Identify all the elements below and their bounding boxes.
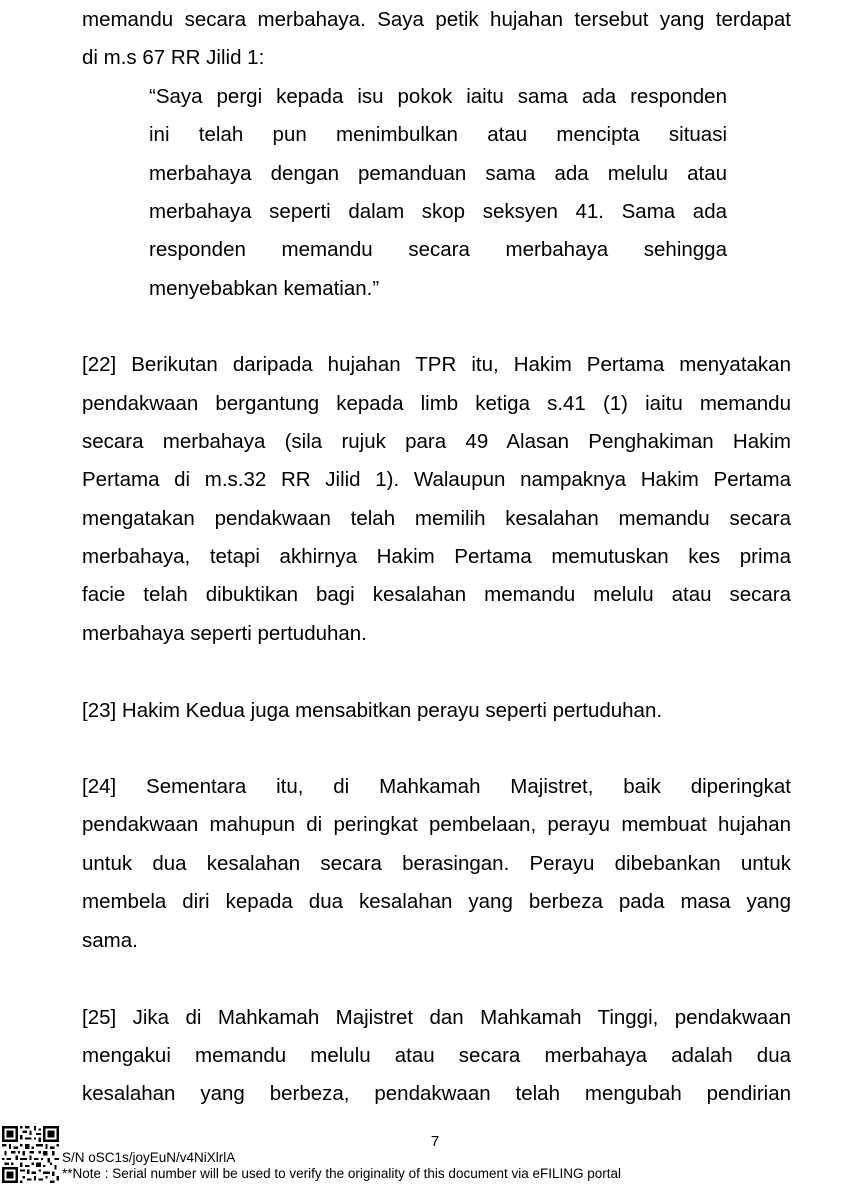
paragraph-24-line: untuk dua kesalahan secara berasingan. Perayu dibebankan untuk	[82, 852, 791, 875]
qr-code-icon	[2, 1126, 59, 1183]
paragraph-24-line: [24] Sementara itu, di Mahkamah Majistret, baik diperingkat	[82, 775, 791, 798]
paragraph-24-line: sama.	[82, 929, 138, 952]
quote-line: menyebabkan kematian.”	[149, 277, 380, 300]
paragraph-22-line: merbahaya seperti pertuduhan.	[82, 622, 367, 645]
quote-line: merbahaya dengan pemanduan sama ada melulu atau	[149, 162, 727, 185]
verification-note: **Note : Serial number will be used to verify the originality of this document via eFILING portal	[62, 1166, 622, 1181]
quote-line: “Saya pergi kepada isu pokok iaitu sama ada responden	[149, 85, 727, 108]
quote-line: ini telah pun menimbulkan atau mencipta situasi	[149, 123, 727, 146]
paragraph-22-line: Pertama di m.s.32 RR Jilid 1). Walaupun nampaknya Hakim Pertama	[82, 468, 791, 491]
paragraph-22-line: [22] Berikutan daripada hujahan TPR itu, Hakim Pertama menyatakan	[82, 353, 791, 376]
paragraph-22-line: merbahaya, tetapi akhirnya Hakim Pertama memutuskan kes prima	[82, 545, 791, 568]
paragraph-25-line: mengakui memandu melulu atau secara merbahaya adalah dua	[82, 1044, 791, 1067]
paragraph-22-line: mengatakan pendakwaan telah memilih kesalahan memandu secara	[82, 507, 791, 530]
paragraph-25-line: kesalahan yang berbeza, pendakwaan telah mengubah pendirian	[82, 1082, 791, 1105]
paragraph-22-line: secara merbahaya (sila rujuk para 49 Alasan Penghakiman Hakim	[82, 430, 791, 453]
quote-line: responden memandu secara merbahaya sehingga	[149, 238, 727, 261]
quote-line: merbahaya seperti dalam skop seksyen 41. Sama ada	[149, 200, 727, 223]
paragraph-24-line: pendakwaan mahupun di peringkat pembelaan, perayu membuat hujahan	[82, 813, 791, 836]
intro-line: di m.s 67 RR Jilid 1:	[82, 46, 265, 69]
page-number: 7	[430, 1133, 440, 1150]
paragraph-24-line: membela diri kepada dua kesalahan yang berbeza pada masa yang	[82, 890, 791, 913]
paragraph-23-line: [23] Hakim Kedua juga mensabitkan perayu seperti pertuduhan.	[82, 699, 663, 722]
paragraph-25-line: [25] Jika di Mahkamah Majistret dan Mahkamah Tinggi, pendakwaan	[82, 1006, 791, 1029]
intro-line: memandu secara merbahaya. Saya petik hujahan tersebut yang terdapat	[82, 8, 791, 31]
paragraph-22-line: facie telah dibuktikan bagi kesalahan memandu melulu atau secara	[82, 583, 791, 606]
paragraph-22-line: pendakwaan bergantung kepada limb ketiga s.41 (1) iaitu memandu	[82, 392, 791, 415]
serial-number: S/N oSC1s/joyEuN/v4NiXlrlA	[62, 1150, 236, 1165]
